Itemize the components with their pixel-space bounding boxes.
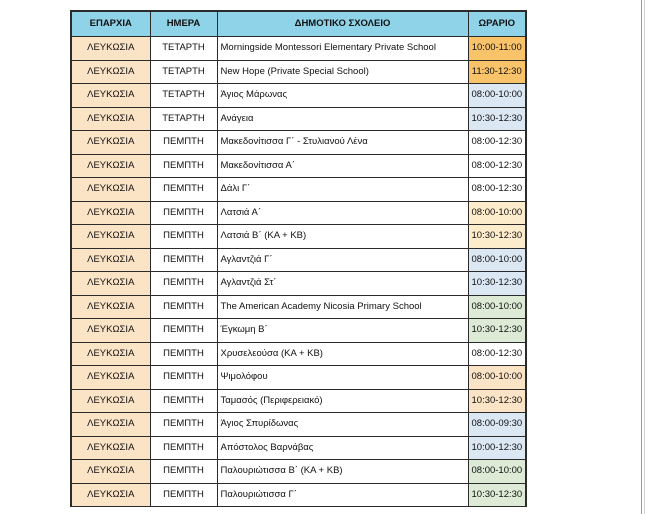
province-cell: ΛΕΥΚΩΣΙΑ bbox=[71, 483, 150, 507]
table-row bbox=[71, 389, 526, 413]
province-cell: ΛΕΥΚΩΣΙΑ bbox=[71, 295, 150, 319]
time-cell: 08:00-12:30 bbox=[468, 342, 526, 366]
day-cell: ΠΕΜΠΤΗ bbox=[150, 154, 217, 178]
table-row bbox=[71, 248, 526, 272]
header-province: ΕΠΑΡΧΙΑ bbox=[71, 11, 150, 37]
table-row bbox=[71, 225, 526, 249]
school-cell: Ανάγεια bbox=[217, 107, 468, 131]
province-cell: ΛΕΥΚΩΣΙΑ bbox=[71, 342, 150, 366]
day-cell: ΠΕΜΠΤΗ bbox=[150, 248, 217, 272]
school-cell: Χρυσελεούσα (ΚΑ + ΚΒ) bbox=[217, 342, 468, 366]
school-cell: Άγιος Μάρωνας bbox=[217, 84, 468, 108]
time-cell: 10:30-12:30 bbox=[468, 389, 526, 413]
day-cell: ΤΕΤΑΡΤΗ bbox=[150, 60, 217, 84]
day-cell: ΠΕΜΠΤΗ bbox=[150, 413, 217, 437]
day-cell: ΤΕΤΑΡΤΗ bbox=[150, 37, 217, 61]
time-cell: 08:00-10:00 bbox=[468, 366, 526, 390]
table-row bbox=[71, 413, 526, 437]
school-cell: Παλουριώτισσα Β΄ (ΚΑ + ΚΒ) bbox=[217, 460, 468, 484]
province-cell: ΛΕΥΚΩΣΙΑ bbox=[71, 37, 150, 61]
school-cell: Morningside Montessori Elementary Private School bbox=[217, 37, 468, 61]
time-cell: 10:30-12:30 bbox=[468, 272, 526, 296]
time-cell: 08:00-10:00 bbox=[468, 84, 526, 108]
school-cell: Έγκωμη Β΄ bbox=[217, 319, 468, 343]
table-row bbox=[71, 154, 526, 178]
table-row bbox=[71, 60, 526, 84]
table-row bbox=[71, 84, 526, 108]
province-cell: ΛΕΥΚΩΣΙΑ bbox=[71, 436, 150, 460]
time-cell: 10:30-12:30 bbox=[468, 319, 526, 343]
header-row bbox=[71, 11, 526, 37]
day-cell: ΤΕΤΑΡΤΗ bbox=[150, 107, 217, 131]
day-cell: ΠΕΜΠΤΗ bbox=[150, 483, 217, 507]
province-cell: ΛΕΥΚΩΣΙΑ bbox=[71, 178, 150, 202]
table-row bbox=[71, 37, 526, 61]
day-cell: ΠΕΜΠΤΗ bbox=[150, 272, 217, 296]
school-cell: New Hope (Private Special School) bbox=[217, 60, 468, 84]
time-cell: 08:00-10:00 bbox=[468, 460, 526, 484]
table-row bbox=[71, 436, 526, 460]
school-cell: Ψιμολόφου bbox=[217, 366, 468, 390]
time-cell: 10:30-12:30 bbox=[468, 107, 526, 131]
time-cell: 10:30-12:30 bbox=[468, 483, 526, 507]
school-cell: Αγλαντζιά Γ΄ bbox=[217, 248, 468, 272]
table-row bbox=[71, 460, 526, 484]
school-cell: Απόστολος Βαρνάβας bbox=[217, 436, 468, 460]
header-time: ΩΡΑΡΙΟ bbox=[468, 11, 526, 37]
province-cell: ΛΕΥΚΩΣΙΑ bbox=[71, 366, 150, 390]
school-cell: The American Academy Nicosia Primary School bbox=[217, 295, 468, 319]
day-cell: ΠΕΜΠΤΗ bbox=[150, 436, 217, 460]
school-cell: Μακεδονίτισσα Α΄ bbox=[217, 154, 468, 178]
time-cell: 08:00-10:00 bbox=[468, 295, 526, 319]
school-cell: Ταμασός (Περιφερειακό) bbox=[217, 389, 468, 413]
time-cell: 10:00-11:00 bbox=[468, 37, 526, 61]
day-cell: ΠΕΜΠΤΗ bbox=[150, 295, 217, 319]
school-cell: Λατσιά Α΄ bbox=[217, 201, 468, 225]
day-cell: ΠΕΜΠΤΗ bbox=[150, 178, 217, 202]
table-row bbox=[71, 201, 526, 225]
province-cell: ΛΕΥΚΩΣΙΑ bbox=[71, 201, 150, 225]
province-cell: ΛΕΥΚΩΣΙΑ bbox=[71, 107, 150, 131]
school-cell: Λατσιά Β΄ (ΚΑ + ΚΒ) bbox=[217, 225, 468, 249]
day-cell: ΠΕΜΠΤΗ bbox=[150, 366, 217, 390]
day-cell: ΠΕΜΠΤΗ bbox=[150, 342, 217, 366]
province-cell: ΛΕΥΚΩΣΙΑ bbox=[71, 248, 150, 272]
header-day: ΗΜΕΡΑ bbox=[150, 11, 217, 37]
province-cell: ΛΕΥΚΩΣΙΑ bbox=[71, 131, 150, 155]
day-cell: ΠΕΜΠΤΗ bbox=[150, 389, 217, 413]
table-row bbox=[71, 319, 526, 343]
time-cell: 08:00-12:30 bbox=[468, 154, 526, 178]
time-cell: 10:30-12:30 bbox=[468, 225, 526, 249]
day-cell: ΠΕΜΠΤΗ bbox=[150, 201, 217, 225]
day-cell: ΠΕΜΠΤΗ bbox=[150, 225, 217, 249]
day-cell: ΤΕΤΑΡΤΗ bbox=[150, 84, 217, 108]
province-cell: ΛΕΥΚΩΣΙΑ bbox=[71, 413, 150, 437]
province-cell: ΛΕΥΚΩΣΙΑ bbox=[71, 460, 150, 484]
school-cell: Άγιος Σπυρίδωνας bbox=[217, 413, 468, 437]
province-cell: ΛΕΥΚΩΣΙΑ bbox=[71, 319, 150, 343]
table-header bbox=[71, 11, 526, 37]
school-cell: Αγλαντζιά Στ΄ bbox=[217, 272, 468, 296]
table-row bbox=[71, 366, 526, 390]
province-cell: ΛΕΥΚΩΣΙΑ bbox=[71, 389, 150, 413]
school-cell: Μακεδονίτισσα Γ΄ - Στυλιανού Λένα bbox=[217, 131, 468, 155]
table-row bbox=[71, 272, 526, 296]
time-cell: 08:00-09:30 bbox=[468, 413, 526, 437]
day-cell: ΠΕΜΠΤΗ bbox=[150, 460, 217, 484]
time-cell: 08:00-10:00 bbox=[468, 201, 526, 225]
province-cell: ΛΕΥΚΩΣΙΑ bbox=[71, 60, 150, 84]
school-cell: Παλουριώτισσα Γ΄ bbox=[217, 483, 468, 507]
schedule-table bbox=[70, 10, 527, 507]
day-cell: ΠΕΜΠΤΗ bbox=[150, 131, 217, 155]
province-cell: ΛΕΥΚΩΣΙΑ bbox=[71, 272, 150, 296]
time-cell: 08:00-12:30 bbox=[468, 178, 526, 202]
province-cell: ΛΕΥΚΩΣΙΑ bbox=[71, 225, 150, 249]
time-cell: 10:00-12:30 bbox=[468, 436, 526, 460]
province-cell: ΛΕΥΚΩΣΙΑ bbox=[71, 154, 150, 178]
page-edge-line-shadow bbox=[644, 0, 645, 514]
table-row bbox=[71, 342, 526, 366]
table-row bbox=[71, 107, 526, 131]
header-school: ΔΗΜΟΤΙΚΟ ΣΧΟΛΕΙΟ bbox=[217, 11, 468, 37]
time-cell: 11:30-12:30 bbox=[468, 60, 526, 84]
table-row bbox=[71, 178, 526, 202]
table-row bbox=[71, 295, 526, 319]
table-body bbox=[71, 37, 526, 507]
time-cell: 08:00-12:30 bbox=[468, 131, 526, 155]
time-cell: 08:00-10:00 bbox=[468, 248, 526, 272]
table-row bbox=[71, 483, 526, 507]
province-cell: ΛΕΥΚΩΣΙΑ bbox=[71, 84, 150, 108]
school-cell: Δάλι Γ΄ bbox=[217, 178, 468, 202]
table-row bbox=[71, 131, 526, 155]
day-cell: ΠΕΜΠΤΗ bbox=[150, 319, 217, 343]
page-edge-line bbox=[641, 0, 642, 514]
